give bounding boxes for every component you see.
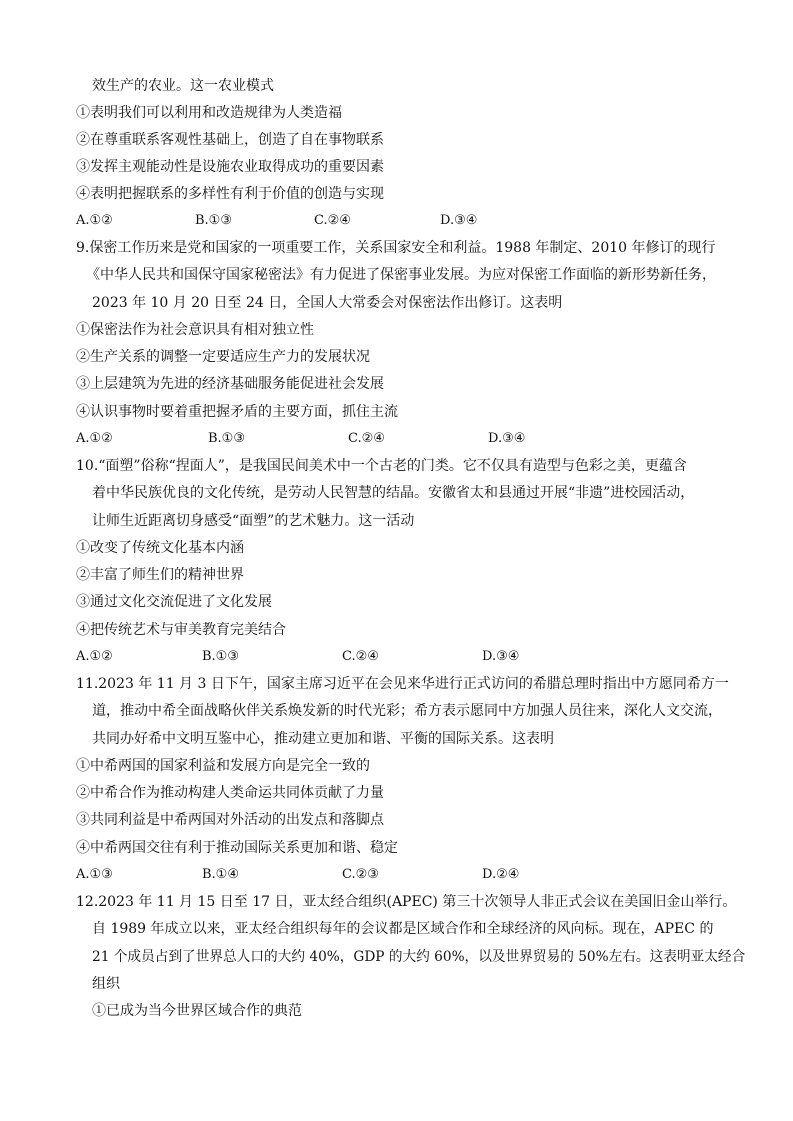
q10-item-4: ④把传统艺术与审美教育完美结合	[76, 622, 286, 638]
q12-stem-line-3: 21 个成员占到了世界总人口的大约 40%，GDP 的大约 60%，以及世界贸易的 50%左右。这表明亚太经合	[92, 949, 746, 965]
q8-option-c: C.②④	[314, 213, 351, 228]
q10-stem-line-2: 着中华民族优良的文化传统，是劳动人民智慧的结晶。安徽省太和县通过开展“非遗”进校园活动，	[92, 485, 695, 501]
q8-option-b: B.①③	[195, 213, 232, 228]
q8-item-4: ④表明把握联系的多样性有利于价值的创造与实现	[76, 186, 384, 202]
q12-stem-line-1: 12.2023 年 11 月 15 日至 17 日，亚太经合组织(APEC) 第三十次领导人非正式会议在美国旧金山举行。	[76, 894, 737, 910]
q9-option-d: D.③④	[488, 431, 526, 446]
q9-item-2: ②生产关系的调整一定要适应生产力的发展状况	[76, 349, 370, 365]
q9-option-c: C.②④	[348, 431, 385, 446]
q9-stem-line-2: 《中华人民共和国保守国家秘密法》有力促进了保密事业发展。为应对保密工作面临的新形势新任务，	[86, 267, 716, 283]
q12-item-1: ①已成为当今世界区域合作的典范	[92, 1003, 302, 1019]
q8-stem-tail: 效生产的农业。这一农业模式	[92, 78, 274, 94]
q11-option-d: D.②④	[482, 867, 520, 882]
q11-option-b: B.①④	[202, 867, 239, 882]
q8-option-d: D.③④	[440, 213, 478, 228]
q8-option-a: A.①②	[76, 213, 113, 228]
q11-stem-line-1: 11.2023 年 11 月 3 日下午，国家主席习近平在会见来华进行正式访问的希腊总理时指出中方愿同希方一	[76, 676, 729, 692]
q9-stem-line-3: 2023 年 10 月 20 日至 24 日，全国人大常委会对保密法作出修订。这表明	[92, 295, 563, 311]
q12-stem-line-2: 自 1989 年成立以来，亚太经合组织每年的会议都是区域合作和全球经济的风向标。现在，APEC 的	[92, 921, 714, 937]
q10-option-c: C.②④	[342, 649, 379, 664]
q9-item-4: ④认识事物时要着重把握矛盾的主要方面，抓住主流	[76, 404, 398, 420]
q8-item-1: ①表明我们可以利用和改造规律为人类造福	[76, 105, 342, 121]
q9-item-1: ①保密法作为社会意识具有相对独立性	[76, 322, 314, 338]
q10-option-d: D.③④	[482, 649, 520, 664]
q10-option-b: B.①③	[202, 649, 239, 664]
q9-option-b: B.①③	[208, 431, 245, 446]
q9-item-3: ③上层建筑为先进的经济基础服务能促进社会发展	[76, 376, 384, 392]
q8-item-2: ②在尊重联系客观性基础上，创造了自在事物联系	[76, 132, 384, 148]
q11-stem-line-2: 道，推动中希全面战略伙伴关系焕发新的时代光彩；希方表示愿同中方加强人员往来，深化人文交流，	[92, 703, 722, 719]
q12-stem-line-4: 组织	[92, 976, 120, 992]
q11-option-c: C.②③	[342, 867, 379, 882]
q10-stem-line-3: 让师生近距离切身感受“面塑”的艺术魅力。这一活动	[92, 513, 415, 529]
q10-option-a: A.①②	[76, 649, 113, 664]
q10-item-3: ③通过文化交流促进了文化发展	[76, 594, 272, 610]
q9-stem-line-1: 9.保密工作历来是党和国家的一项重要工作，关系国家安全和利益。1988 年制定、2010 年修订的现行	[76, 240, 716, 256]
q10-item-2: ②丰富了师生们的精神世界	[76, 567, 244, 583]
q11-item-1: ①中希两国的国家利益和发展方向是完全一致的	[76, 758, 370, 774]
q10-item-1: ①改变了传统文化基本内涵	[76, 540, 244, 556]
q10-stem-line-1: 10.“面塑”俗称“捏面人”，是我国民间美术中一个古老的门类。它不仅具有造型与色彩之美，更蕴含	[76, 458, 687, 474]
q11-option-a: A.①③	[76, 867, 113, 882]
q9-option-a: A.①②	[76, 431, 113, 446]
q11-item-2: ②中希合作为推动构建人类命运共同体贡献了力量	[76, 785, 384, 801]
q11-item-3: ③共同利益是中希两国对外活动的出发点和落脚点	[76, 812, 384, 828]
q8-item-3: ③发挥主观能动性是设施农业取得成功的重要因素	[76, 159, 384, 175]
q11-item-4: ④中希两国交往有利于推动国际关系更加和谐、稳定	[76, 840, 398, 856]
q11-stem-line-3: 共同办好希中文明互鉴中心，推动建立更加和谐、平衡的国际关系。这表明	[92, 731, 554, 747]
